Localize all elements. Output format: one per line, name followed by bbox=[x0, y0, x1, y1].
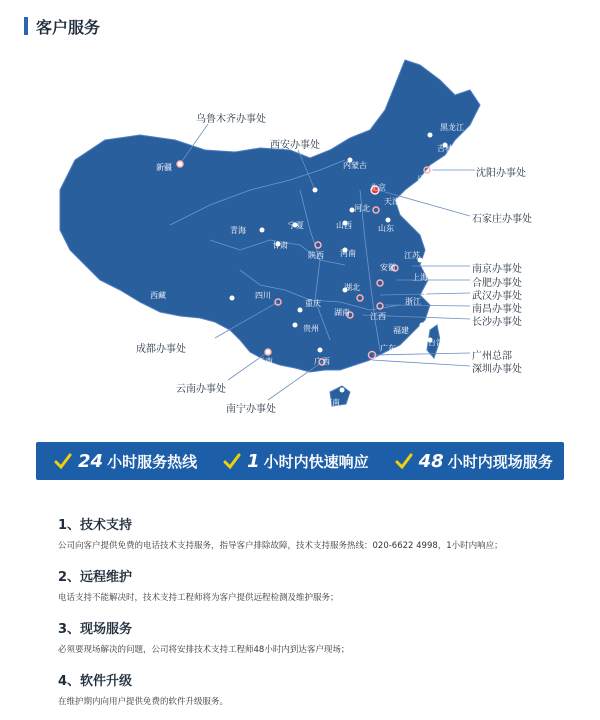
office-shijiazhuang: 石家庄办事处 bbox=[472, 214, 532, 225]
province-shanxi: 山西 bbox=[336, 221, 352, 230]
province-anhui: 安徽 bbox=[380, 263, 396, 272]
service-commitment-banner bbox=[36, 442, 564, 480]
office-nanning: 南宁办事处 bbox=[226, 404, 276, 415]
province-taiwan: 台湾 bbox=[428, 338, 444, 347]
province-shandong: 山东 bbox=[378, 224, 394, 233]
office-nanjing: 南京办事处 bbox=[472, 264, 522, 275]
checkmark-icon bbox=[223, 452, 241, 470]
province-hebei: 河北 bbox=[354, 204, 370, 213]
office-chengdu: 成都办事处 bbox=[136, 344, 186, 355]
china-map-shape bbox=[0, 40, 600, 440]
province-qinghai: 青海 bbox=[230, 226, 246, 235]
header-accent-bar bbox=[24, 17, 28, 35]
service-title: 2、远程维护 bbox=[58, 570, 133, 585]
banner-text-hotline: 小时服务热线 bbox=[107, 452, 198, 471]
service-description: 电话支持不能解决时，技术支持工程师将为客户提供远程检测及维护服务； bbox=[58, 593, 339, 603]
province-heilongjiang: 黑龙江 bbox=[440, 123, 464, 132]
province-beijing: 北京 bbox=[370, 183, 386, 192]
service-title: 1、技术支持 bbox=[58, 518, 133, 533]
province-tianjin: 天津 bbox=[384, 197, 400, 206]
office-wuhan: 武汉办事处 bbox=[472, 291, 522, 302]
province-guizhou: 贵州 bbox=[303, 324, 319, 333]
province-guangdong: 广东 bbox=[380, 344, 396, 353]
page-title: 客户服务 bbox=[36, 17, 101, 37]
service-title: 3、现场服务 bbox=[58, 622, 133, 637]
province-xizang: 西藏 bbox=[150, 291, 166, 300]
province-jiangsu: 江苏 bbox=[404, 251, 420, 260]
checkmark-icon bbox=[54, 452, 72, 470]
province-shaanxi: 陕西 bbox=[308, 251, 324, 260]
province-yunnan: 云南 bbox=[257, 357, 273, 366]
province-guangxi: 广西 bbox=[314, 357, 330, 366]
province-ningxia: 宁夏 bbox=[288, 221, 304, 230]
office-nanchang: 南昌办事处 bbox=[472, 304, 522, 315]
banner-hours-1: 1 bbox=[247, 450, 260, 472]
office-yunnan: 云南办事处 bbox=[176, 384, 226, 395]
banner-text-response: 小时内快速响应 bbox=[263, 452, 369, 471]
service-title: 4、软件升级 bbox=[58, 674, 133, 689]
province-liaoning: 辽宁 bbox=[417, 175, 433, 184]
office-shenzhen: 深圳办事处 bbox=[472, 364, 522, 375]
service-tech-support bbox=[58, 514, 578, 551]
china-mainland bbox=[60, 60, 480, 372]
china-service-map bbox=[0, 40, 600, 440]
province-neimenggu: 内蒙古 bbox=[343, 161, 367, 170]
province-sichuan: 四川 bbox=[255, 291, 271, 300]
province-hunan: 湖南 bbox=[334, 308, 350, 317]
banner-text-onsite: 小时内现场服务 bbox=[447, 452, 553, 471]
office-xian: 西安办事处 bbox=[270, 140, 320, 151]
service-remote-maintenance bbox=[58, 566, 578, 603]
province-xinjiang: 新疆 bbox=[156, 163, 172, 172]
office-urumqi: 乌鲁木齐办事处 bbox=[196, 114, 266, 125]
province-shanghai: 上海 bbox=[412, 273, 428, 282]
province-hainan: 海南 bbox=[324, 398, 340, 407]
service-description: 必须要现场解决的问题，公司将安排技术支持工程师48小时内到达客户现场； bbox=[58, 645, 350, 655]
province-gansu: 甘肃 bbox=[272, 241, 288, 250]
service-description: 公司向客户提供免费的电话技术支持服务，指导客户排除故障，技术支持服务热线：020-6622 4998，1小时内响应； bbox=[58, 541, 503, 551]
checkmark-icon bbox=[395, 452, 413, 470]
banner-item-response bbox=[223, 451, 369, 472]
service-software-upgrade bbox=[58, 670, 578, 707]
province-zhejiang: 浙江 bbox=[405, 297, 421, 306]
service-onsite bbox=[58, 618, 578, 655]
province-jiangxi: 江西 bbox=[370, 312, 386, 321]
province-hubei: 湖北 bbox=[344, 283, 360, 292]
office-changsha: 长沙办事处 bbox=[472, 317, 522, 328]
banner-item-hotline bbox=[54, 451, 197, 472]
banner-hours-24: 24 bbox=[78, 450, 104, 472]
section-header bbox=[24, 14, 100, 38]
banner-item-onsite bbox=[395, 451, 553, 472]
office-hefei: 合肥办事处 bbox=[472, 278, 522, 289]
province-fujian: 福建 bbox=[393, 326, 409, 335]
banner-hours-48: 48 bbox=[418, 450, 444, 472]
office-shenyang: 沈阳办事处 bbox=[476, 168, 526, 179]
province-henan: 河南 bbox=[340, 249, 356, 258]
service-description: 在维护期内向用户提供免费的软件升级服务。 bbox=[58, 697, 229, 707]
office-guangzhou: 广州总部 bbox=[472, 351, 512, 362]
province-chongqing: 重庆 bbox=[305, 299, 321, 308]
province-jilin: 吉林 bbox=[437, 144, 453, 153]
